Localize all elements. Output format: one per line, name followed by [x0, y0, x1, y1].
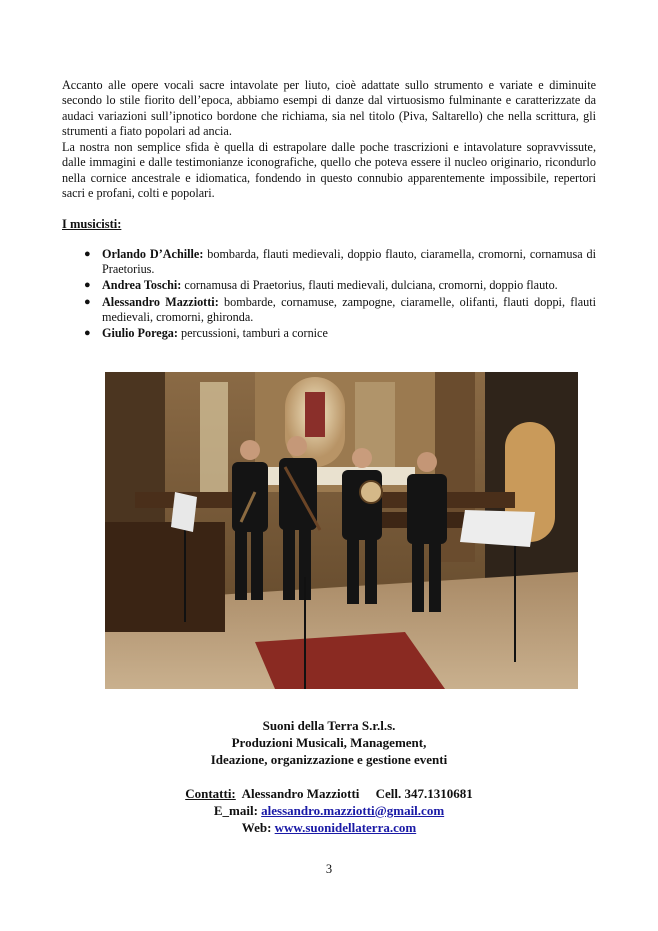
list-item: [62, 295, 596, 325]
company-block: [0, 717, 658, 768]
contact-phone: Cell. 347.1310681: [375, 786, 473, 801]
contact-person: Alessandro Mazziotti: [241, 786, 360, 801]
company-tagline-1: Produzioni Musicali, Management,: [231, 735, 427, 750]
musician-instruments: percussioni, tamburi a cornice: [181, 326, 328, 341]
bullet-icon: ●: [84, 327, 91, 340]
contacts-block: [0, 785, 658, 836]
musician-instruments: bombarde, cornamuse, zampogne, ciaramelle, olifanti, flauti doppi, flauti medievali, cromorni, ghironda.: [102, 294, 596, 324]
church-band-illustration: [105, 372, 578, 689]
bullet-icon: ●: [84, 248, 91, 260]
website-link[interactable]: www.suonidellaterra.com: [274, 820, 417, 835]
contacts-label: Contatti:: [185, 786, 236, 801]
company-name: Suoni della Terra S.r.l.s.: [262, 718, 396, 733]
list-item: [62, 247, 596, 277]
musician-name: Andrea Toschi:: [102, 278, 182, 293]
musician-name: Alessandro Mazziotti:: [102, 294, 219, 309]
musicians-heading: I musicisti:: [62, 217, 122, 231]
company-tagline-2: Ideazione, organizzazione e gestione eventi: [210, 752, 448, 767]
email-link[interactable]: alessandro.mazziotti@gmail.com: [261, 803, 445, 818]
web-line: [0, 819, 658, 836]
musician-name: Orlando D’Achille:: [102, 247, 204, 261]
musicians-list: [62, 247, 596, 342]
musician-name: Giulio Porega:: [102, 326, 178, 341]
intro-paragraph-2: La nostra non semplice sfida è quella di estrapolare dalle poche trascrizioni e intavolature sopravvissute, dalle immagini e dalle testimonianze iconografiche, quello che poteva essere il nucleo originario, ricondurlo nella cornice ancestrale e idiomatica, fondendo in questo connubio apparentemente impossibile, repertori sacri e profani, colti e popolari.: [62, 140, 596, 201]
list-item: [62, 326, 596, 341]
band-photo: [105, 372, 578, 689]
musician-instruments: cornamusa di Praetorius, flauti medievali, dulciana, cromorni, doppio flauto.: [184, 278, 558, 293]
intro-paragraph-1: Accanto alle opere vocali sacre intavolate per liuto, cioè adattate sullo strumento e variate e diminuite secondo lo stile fiorito dell’epoca, abbiamo esempi di danze dal virtuosismo fulminante e caratterizzate da audaci variazioni sull’ipnotico bordone che richiama, sia nel titolo (Piva, Saltarello) che nella scrittura, gli strumenti a fiato popolari ad ancia.: [62, 78, 596, 139]
bullet-icon: ●: [84, 295, 91, 308]
list-item: [62, 278, 596, 293]
email-line: [0, 802, 658, 819]
web-label: Web:: [241, 820, 272, 835]
page-number: 3: [325, 862, 333, 876]
bullet-icon: ●: [84, 279, 91, 292]
contact-line: [0, 785, 658, 802]
musician-instruments: bombarda, flauti medievali, doppio flauto, ciaramella, cromorni, cornamusa di Praetorius.: [102, 247, 597, 277]
email-label: E_mail:: [213, 803, 258, 818]
